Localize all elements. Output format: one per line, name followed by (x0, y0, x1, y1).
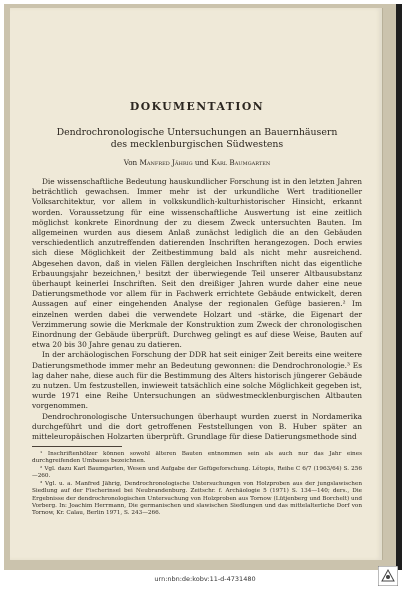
section-heading: DOKUMENTATION (129, 100, 265, 113)
footnote-rule (32, 446, 122, 447)
authors-and: und (194, 158, 209, 167)
page-content (32, 100, 362, 518)
title-line-1: Dendrochronologische Untersuchungen an Bauernhäusern (56, 127, 338, 138)
scan-edge (396, 4, 402, 570)
article-title (32, 127, 362, 150)
document-page (10, 8, 383, 560)
footnote-3: ³ Vgl. u. a. Manfred Jährig, Dendrochronologische Untersuchungen von Holzproben aus der jungslawischen Siedlung auf der Fischerinsel bei Neubrandenburg. Zeitschr. f. Archäologie 5 (1971) S. 134—140; ders., Die Ergebnisse der dendrochronologischen Untersuchung von Holzproben aus Tornow (Lütjenberg und Borchelt) und Vorberg. In: Joachim Herrmann, Die germanischen und slawischen Siedlungen und das mittelalterliche Dorf von Tornow, Kr. Calau, Berlin 1971, S. 243—266. (32, 480, 362, 517)
title-line-2: des mecklenburgischen Südwestens (110, 138, 284, 150)
library-logo-icon (378, 566, 398, 586)
article-authors (32, 158, 362, 167)
footnote-1: ¹ Inschriftenhölzer können sowohl älteren Bauten entnommen sein als auch nur das Jahr eines durchgreifenden Umbaues bezeichnen. (32, 451, 362, 465)
paragraph-3: Dendrochronologische Untersuchungen überhaupt wurden zuerst in Nordamerika durchgeführt und die dort getroffenen Feststellungen von B. Huber später an mitteleuropäischen Holzarten überprüft. Grundlage für diese Datierungsmethode sind (32, 411, 362, 442)
paragraph-2: In der archäologischen Forschung der DDR hat seit einiger Zeit bereits eine weitere Datierungsmethode immer mehr an Bedeutung gewonnen: die Dendrochronologie.³ Es lag daher nahe, diese auch für die Bestimmung des Alters historisch jüngerer Gebäude zu nutzen. Um festzustellen, inwieweit tatsächlich eine solche Möglichkeit gegeben ist, wurde 1971 eine Reihe Untersuchungen an südwestmecklenburgischen Altbauten vorgenommen. (32, 350, 362, 411)
footnote-2: ² Vgl. dazu Karl Baumgarten, Wesen und Aufgabe der Gefügeforschung. Létopis, Reihe C 6/7 (1963/64) S. 256—260. (32, 465, 362, 480)
footer-urn: urn:nbn:de:kobv:11-d-4731480 (154, 575, 256, 583)
author-1: Manfred Jährig (139, 158, 193, 167)
author-2: Karl Baumgarten (211, 158, 271, 167)
authors-prefix: Von (123, 158, 138, 167)
paragraph-1: Die wissenschaftliche Bedeutung hauskundlicher Forschung ist in den letzten Jahren beträchtlich gewachsen. Immer mehr ist der urkundliche Wert traditioneller Volksarchitektur, vor allem in volkskundlich-kulturhistorischer Hinsicht, erkannt worden. Voraussetzung für eine wissenschaftliche Auswertung ist eine zeitlich möglichst konkrete Einordnung der zu diesem Zweck untersuchten Bauten. Im allgemeinen wurden aus diesem Anlaß zunächst lediglich die an den Gebäuden verschiedentlich anzutreffenden datierenden Inschriften herangezogen. Doch erwies sich diese Möglichkeit der Zeitbestimmung bald als nicht mehr ausreichend. Abgesehen davon, daß in vielen Fällen dergleichen Inschriften nicht das eigentliche Erbauungsjahr bezeichnen,¹ besitzt der überwiegende Teil unserer Altbausubstanz überhaupt keinerlei Inschriften. Seit den dreißiger Jahren wurde daher eine neue Datierungsmethode vor allem für in Fachwerk errichtete Gebäude entwickelt, deren Aussagen auf einer eingehenden Analyse der regionalen Gefüge basieren.² Im einzelnen werden dabei die verwendete Holzart und -stärke, die Eigenart der Verzimmerung sowie die Merkmale der Konstruktion zum Zweck der chronologischen Einordnung der Gebäude überprüft. Durchweg gelingt es auf diese Weise, Bauten auf etwa 20 bis 30 Jahre genau zu datieren. (32, 177, 362, 350)
